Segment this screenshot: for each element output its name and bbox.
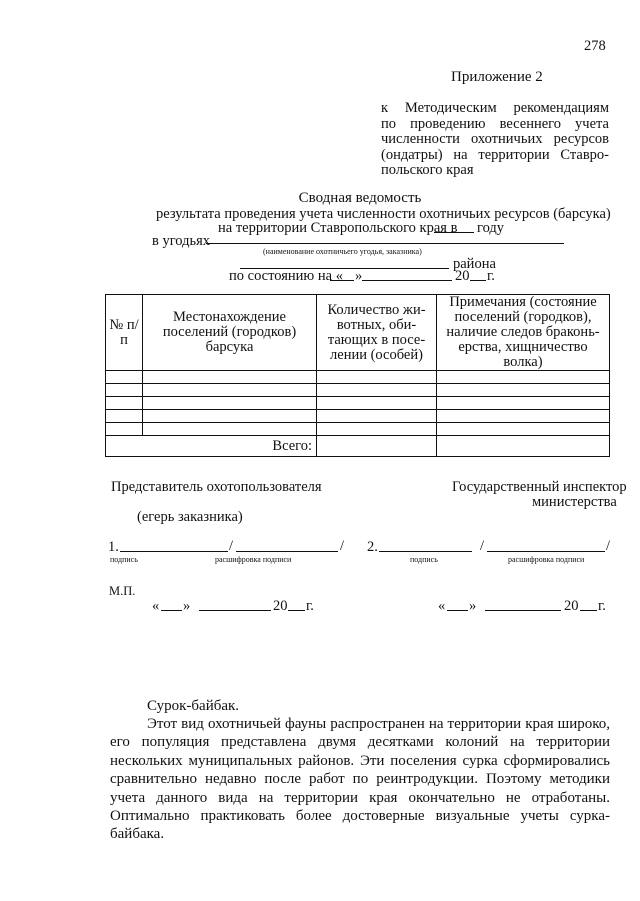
total-notes[interactable] [437,436,610,457]
column-header-number: № п/п [106,295,143,371]
table-row [106,410,610,423]
date-close: » [183,598,191,614]
signature-number-1: 1. [108,539,119,555]
signature-number-2: 2. [367,539,378,555]
district-label: района [453,256,496,272]
territory-suffix: году [477,220,505,236]
seal-label: М.П. [109,584,136,598]
signature-1-sign-line[interactable] [120,551,228,552]
caption-decode: расшифровка подписи [215,555,292,564]
date-suffix: г. [598,598,606,614]
caption-sign: подпись [110,555,138,564]
section-heading: Сурок-байбак. [147,698,240,714]
right-date-day-blank[interactable] [447,610,468,611]
left-date-year-blank[interactable] [288,610,305,611]
form-subtitle: результата проведения учета численности охотничьих ресурсов (барсука) [156,206,611,222]
as-of-prefix: по состоянию на « [229,268,343,284]
body-paragraph: Этот вид охотничьей фауны распространен на территории края широко, его популяция представлена двумя десятками колоний на территории нескольких муниципальных районов. Эти поселения сурка сформировались сравнительно недавно после работ по реинтродукции. Поэтому методики учета данного вида на территории края окончательно не отработаны. Оптимально практиковать более достоверные визуальные учеты сурка-байбака. [110,716,610,843]
table-header-row [106,295,610,371]
appendix-line: численности охотничьих ресурсов [381,131,609,148]
table-row [106,384,610,397]
right-signer-title: Государственный инспектор [452,479,627,495]
signature-1-decode-line[interactable] [236,551,338,552]
appendix-line: по проведению весеннего учета [381,115,609,132]
signature-2-sign-line[interactable] [379,551,472,552]
territory-prefix: на территории Ставропольского края в [218,220,458,236]
left-signer-subtitle: (егерь заказника) [137,509,243,525]
caption-decode: расшифровка подписи [508,555,585,564]
left-date-day-blank[interactable] [161,610,182,611]
column-header-notes: Примечания (состояние поселений (городков), наличие следов браконь-ерства, хищничество волка) [437,295,610,371]
signature-slash: / [340,538,345,554]
as-of-mid: » [355,268,363,284]
left-signer-title: Представитель охотопользователя [111,479,322,495]
appendix-title: Приложение 2 [451,69,543,85]
appendix-line: к Методическим рекомендациям [381,100,609,116]
as-of-suffix: г. [487,268,495,284]
table-row [106,397,610,410]
signature-slash: / [480,538,485,554]
caption-sign: подпись [410,555,438,564]
year-blank[interactable] [434,232,474,233]
right-signer-subtitle: министерства [532,494,617,510]
date-year: 20 [273,598,288,614]
as-of-year: 20 [455,268,470,284]
land-blank[interactable] [206,243,564,244]
table-row [106,423,610,436]
land-prefix: в угодьях [152,233,211,249]
as-of-year-blank[interactable] [470,280,486,281]
right-date-month-blank[interactable] [485,610,561,611]
form-title: Сводная ведомость [298,190,422,206]
summary-table [105,294,610,457]
date-close: » [469,598,477,614]
right-date-year-blank[interactable] [580,610,597,611]
signature-slash: / [606,538,611,554]
signature-slash: / [229,538,234,554]
appendix-line: польского края [381,162,474,179]
total-label: Всего: [143,436,317,457]
appendix-line: (ондатры) на территории Ставро- [381,146,609,163]
date-open: « [438,598,446,614]
column-header-count: Количество жи-вотных, оби-тающих в посе-лении (особей) [317,295,437,371]
date-year: 20 [564,598,579,614]
as-of-month-blank[interactable] [362,280,452,281]
table-total-row [106,436,610,457]
left-date-month-blank[interactable] [199,610,271,611]
page-number: 278 [584,38,606,54]
as-of-day-blank[interactable] [330,280,354,281]
date-open: « [152,598,160,614]
total-value[interactable] [317,436,437,457]
land-caption: (наименование охотничьего угодья, заказника) [263,247,422,256]
appendix-reference [381,101,609,179]
date-suffix: г. [306,598,314,614]
column-header-location: Местонахождение поселений (городков) барсука [143,295,317,371]
signature-2-decode-line[interactable] [487,551,605,552]
table-row [106,371,610,384]
